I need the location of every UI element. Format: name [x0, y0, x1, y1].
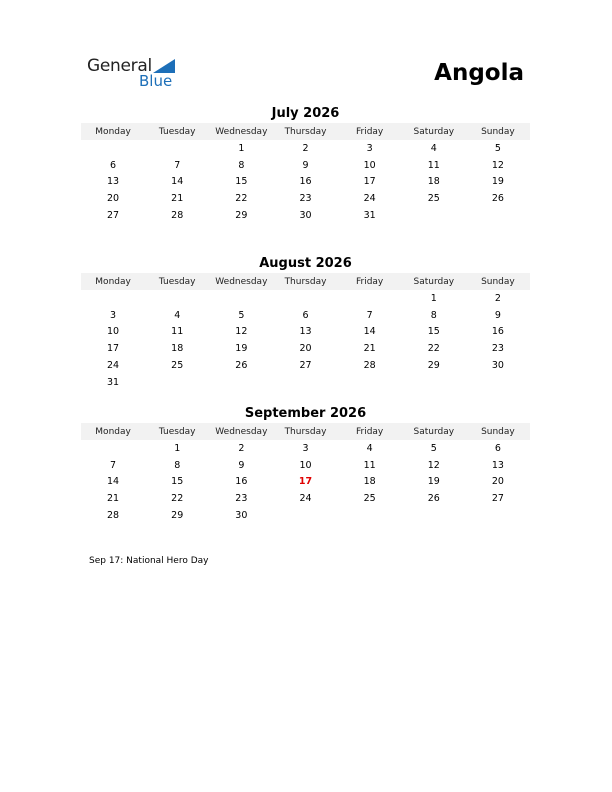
day-cell: 20	[107, 193, 120, 205]
day-cell: 27	[107, 210, 120, 222]
day-cell: 23	[299, 193, 312, 205]
day-cell: 12	[427, 459, 440, 471]
weekday-label: Friday	[355, 426, 384, 437]
day-cell: 21	[171, 193, 184, 205]
week-row	[81, 157, 530, 174]
day-cell: 27	[491, 493, 504, 505]
day-cell: 9	[494, 309, 501, 321]
weekday-label: Tuesday	[158, 126, 196, 137]
day-cell: 9	[238, 459, 245, 471]
weekday-label: Sunday	[481, 276, 515, 287]
week-row	[81, 207, 530, 224]
day-cell: 17	[363, 176, 376, 188]
logo-blue-text: Blue	[139, 72, 173, 90]
day-cell: 8	[430, 309, 437, 321]
day-cell: 15	[427, 326, 440, 338]
week-row	[81, 174, 530, 191]
weekday-label: Saturday	[413, 426, 455, 437]
day-cell: 20	[491, 476, 504, 488]
day-cell: 25	[427, 193, 440, 205]
day-cell: 15	[235, 176, 248, 188]
day-cell: 16	[491, 326, 504, 338]
day-cell: 13	[491, 459, 504, 471]
day-cell: 24	[299, 493, 312, 505]
day-cell: 16	[299, 176, 312, 188]
day-cell: 19	[491, 176, 504, 188]
day-cell: 10	[107, 326, 120, 338]
day-cell: 30	[491, 360, 504, 372]
weekday-label: Sunday	[481, 426, 515, 437]
day-cell: 30	[299, 210, 312, 222]
holiday-day-cell: 17	[298, 476, 313, 488]
week-row	[81, 324, 530, 341]
day-cell: 7	[110, 459, 117, 471]
weekday-header	[81, 273, 530, 290]
week-row	[81, 474, 530, 491]
weekday-label: Monday	[95, 276, 131, 287]
day-cell: 24	[363, 193, 376, 205]
holiday-notes: Sep 17: National Hero Day	[89, 556, 209, 566]
week-row	[81, 340, 530, 357]
day-cell: 22	[235, 193, 248, 205]
weekday-label: Friday	[355, 126, 384, 137]
day-cell: 6	[302, 309, 309, 321]
day-cell: 3	[110, 309, 117, 321]
weekday-header	[81, 423, 530, 440]
month-title: September 2026	[244, 406, 367, 421]
weekday-label: Monday	[95, 426, 131, 437]
logo-triangle-icon	[153, 59, 175, 73]
weekday-label: Monday	[95, 126, 131, 137]
day-cell: 18	[171, 343, 184, 355]
day-cell: 4	[366, 442, 373, 454]
day-cell: 19	[427, 476, 440, 488]
day-cell: 2	[302, 142, 309, 154]
day-cell: 22	[427, 343, 440, 355]
day-cell: 5	[494, 142, 501, 154]
weekday-label: Tuesday	[158, 426, 196, 437]
day-cell: 7	[174, 159, 181, 171]
day-cell: 18	[363, 476, 376, 488]
day-cell: 20	[299, 343, 312, 355]
day-cell: 2	[238, 442, 245, 454]
month-july	[81, 105, 530, 224]
day-cell: 12	[235, 326, 248, 338]
country-title: Angola	[434, 60, 524, 86]
week-row	[81, 190, 530, 207]
weekday-label: Thursday	[284, 426, 327, 437]
day-cell: 5	[238, 309, 245, 321]
month-title: July 2026	[271, 106, 340, 121]
weekday-header	[81, 123, 530, 140]
day-cell: 12	[491, 159, 504, 171]
day-cell: 4	[174, 309, 181, 321]
day-cell: 31	[107, 376, 120, 388]
day-cell: 1	[238, 142, 245, 154]
day-cell: 25	[171, 360, 184, 372]
weekday-label: Wednesday	[215, 276, 268, 287]
day-cell: 11	[363, 459, 376, 471]
week-row	[81, 490, 530, 507]
day-cell: 23	[491, 343, 504, 355]
day-cell: 24	[107, 360, 120, 372]
day-cell: 27	[299, 360, 312, 372]
weekday-label: Thursday	[284, 276, 327, 287]
day-cell: 16	[235, 476, 248, 488]
week-row	[81, 457, 530, 474]
day-cell: 22	[171, 493, 184, 505]
week-row	[81, 374, 530, 391]
general-blue-logo	[87, 56, 187, 92]
day-cell: 21	[107, 493, 120, 505]
day-cell: 7	[366, 309, 373, 321]
week-row	[81, 307, 530, 324]
day-cell: 14	[171, 176, 184, 188]
day-cell: 23	[235, 493, 248, 505]
day-cell: 6	[110, 159, 117, 171]
day-cell: 19	[235, 343, 248, 355]
day-cell: 26	[427, 493, 440, 505]
day-cell: 9	[302, 159, 309, 171]
weekday-label: Thursday	[284, 126, 327, 137]
day-cell: 29	[171, 510, 184, 522]
day-cell: 29	[427, 360, 440, 372]
weekday-label: Sunday	[481, 126, 515, 137]
day-cell: 14	[363, 326, 376, 338]
weekday-label: Tuesday	[158, 276, 196, 287]
month-title: August 2026	[259, 256, 352, 271]
day-cell: 10	[363, 159, 376, 171]
day-cell: 15	[171, 476, 184, 488]
logo-general-text: General	[87, 56, 152, 76]
day-cell: 28	[171, 210, 184, 222]
weekday-label: Saturday	[413, 126, 455, 137]
month-september	[81, 405, 530, 524]
week-row	[81, 140, 530, 157]
week-row	[81, 357, 530, 374]
day-cell: 14	[107, 476, 120, 488]
day-cell: 8	[238, 159, 245, 171]
week-row	[81, 507, 530, 524]
day-cell: 2	[494, 292, 501, 304]
day-cell: 10	[299, 459, 312, 471]
day-cell: 8	[174, 459, 181, 471]
weekday-label: Wednesday	[215, 426, 268, 437]
day-cell: 31	[363, 210, 376, 222]
day-cell: 13	[107, 176, 120, 188]
month-august	[81, 255, 530, 391]
day-cell: 25	[363, 493, 376, 505]
day-cell: 28	[363, 360, 376, 372]
day-cell: 5	[430, 442, 437, 454]
day-cell: 1	[174, 442, 181, 454]
day-cell: 11	[427, 159, 440, 171]
day-cell: 6	[494, 442, 501, 454]
weekday-label: Friday	[355, 276, 384, 287]
day-cell: 18	[427, 176, 440, 188]
day-cell: 13	[299, 326, 312, 338]
weekday-label: Saturday	[413, 276, 455, 287]
day-cell: 28	[107, 510, 120, 522]
day-cell: 30	[235, 510, 248, 522]
day-cell: 11	[171, 326, 184, 338]
day-cell: 1	[430, 292, 437, 304]
day-cell: 26	[235, 360, 248, 372]
week-row	[81, 290, 530, 307]
day-cell: 4	[430, 142, 437, 154]
day-cell: 3	[366, 142, 373, 154]
weekday-label: Wednesday	[215, 126, 268, 137]
day-cell: 29	[235, 210, 248, 222]
day-cell: 3	[302, 442, 309, 454]
day-cell: 17	[107, 343, 120, 355]
day-cell: 21	[363, 343, 376, 355]
day-cell: 26	[491, 193, 504, 205]
week-row	[81, 440, 530, 457]
